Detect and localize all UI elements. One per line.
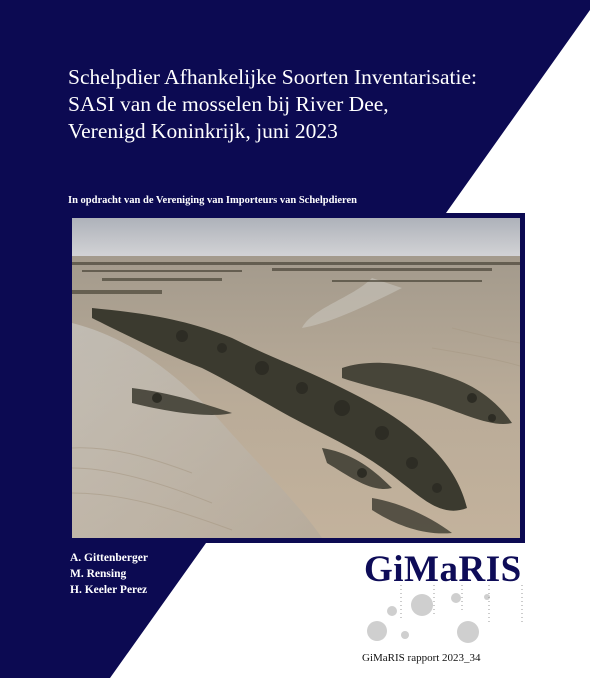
report-number: GiMaRIS rapport 2023_34 [362, 652, 481, 664]
cover-photo-frame [67, 213, 525, 543]
report-title [68, 64, 568, 145]
title-line: SASI van de mosselen bij River Dee, [68, 92, 389, 116]
title-line: Schelpdier Afhankelijke Soorten Inventarisatie: [68, 65, 477, 89]
commission-note: In opdracht van de Vereniging van Importeurs van Schelpdieren [68, 195, 357, 206]
author: A. Gittenberger [70, 552, 148, 564]
author: H. Keeler Perez [70, 584, 148, 596]
logo-bubbles-graphic [362, 585, 532, 647]
title-line: Verenigd Koninkrijk, juni 2023 [68, 119, 338, 143]
author-list [70, 550, 148, 598]
author: M. Rensing [70, 568, 127, 580]
mussel-bed-photo [72, 218, 520, 538]
gimaris-logo: GiMaRIS [364, 549, 522, 590]
